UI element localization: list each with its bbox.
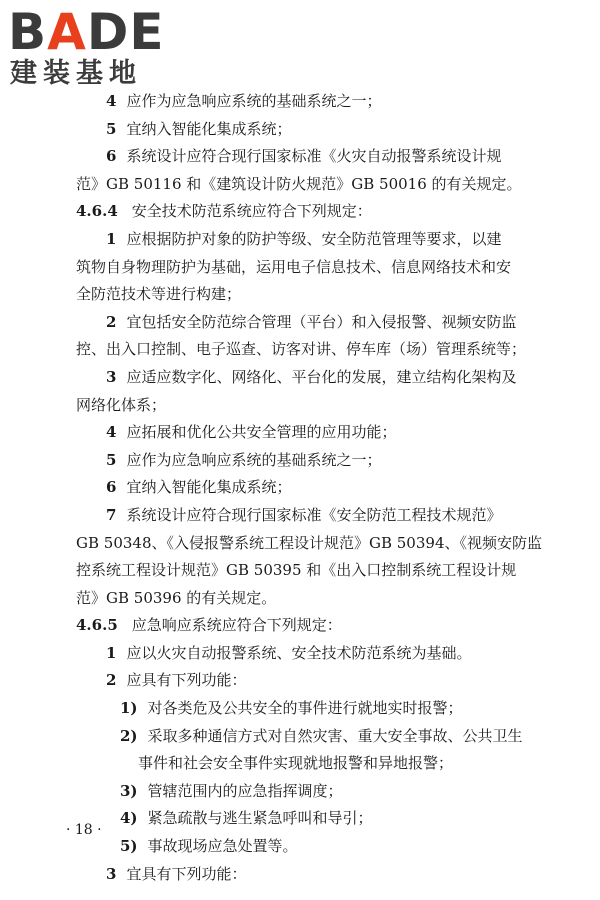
page-number: · 18 · (66, 822, 102, 838)
sub-item-2: 2) 采取多种通信方式对自然灾害、重大安全事故、公共卫生 (120, 726, 523, 745)
clause-4-6-4-item-1-cont: 筑物自身物理防护为基础，运用电子信息技术、信息网络技术和安 (76, 257, 512, 276)
clause-4-6-4-item-6: 6 宜纳入智能化集成系统； (106, 478, 292, 497)
clause-4-6-3-item-6: 6 系统设计应符合现行国家标准《火灾自动报警系统设计规 (106, 147, 502, 166)
clause-4-6-4-item-3: 3 应适应数字化、网络化、平台化的发展，建立结构化架构及 (106, 367, 517, 386)
sub-item-5: 5) 事故现场应急处置等。 (120, 837, 298, 856)
section-4-6-4-heading: 4.6.4 安全技术防范系统应符合下列规定： (76, 202, 372, 221)
section-4-6-5-heading: 4.6.5 应急响应系统应符合下列规定： (76, 616, 342, 635)
brand-logo (8, 4, 178, 92)
logo-subtitle: 建装基地 (10, 58, 142, 89)
clause-4-6-4-item-7: 7 系统设计应符合现行国家标准《安全防范工程技术规范》 (106, 505, 502, 524)
logo-accent-letter: A (47, 3, 87, 61)
sub-item-4: 4) 紧急疏散与逃生紧急呼叫和导引； (120, 809, 373, 828)
sub-item-1: 1) 对各类危及公共安全的事件进行就地实时报警； (120, 699, 463, 718)
clause-4-6-4-item-7-cont: 范》GB 50396 的有关规定。 (76, 588, 277, 607)
clause-4-6-4-item-2-cont: 控、出入口控制、电子巡查、访客对讲、停车库（场）管理系统等； (76, 340, 527, 359)
document-body (76, 88, 546, 888)
clause-4-6-4-item-7-cont: GB 50348、《入侵报警系统工程设计规范》GB 50394、《视频安防监 (76, 533, 542, 552)
clause-4-6-4-item-5: 5 应作为应急响应系统的基础系统之一； (106, 450, 382, 469)
clause-4-6-4-item-7-cont: 控系统工程设计规范》GB 50395 和《出入口控制系统工程设计规 (76, 561, 517, 580)
clause-4-6-3-item-4: 4 应作为应急响应系统的基础系统之一； (106, 92, 382, 110)
clause-4-6-5-item-1: 1 应以火灾自动报警系统、安全技术防范系统为基础。 (106, 643, 472, 662)
sub-item-3: 3) 管辖范围内的应急指挥调度； (120, 781, 343, 800)
clause-4-6-5-item-3: 3 宜具有下列功能： (106, 864, 247, 883)
clause-4-6-4-item-1-cont: 全防范技术等进行构建； (76, 285, 242, 304)
clause-4-6-4-item-2: 2 宜包括安全防范综合管理（平台）和入侵报警、视频安防监 (106, 312, 517, 331)
clause-4-6-4-item-1: 1 应根据防护对象的防护等级、安全防范管理等要求，以建 (106, 229, 502, 248)
logo-wordmark: BADE (8, 3, 165, 61)
sub-item-2-cont: 事件和社会安全事件实现就地报警和异地报警； (138, 754, 454, 773)
clause-4-6-4-item-4: 4 应拓展和优化公共安全管理的应用功能； (106, 423, 397, 442)
clause-4-6-5-item-2: 2 应具有下列功能： (106, 671, 247, 690)
clause-4-6-3-item-6-cont: 范》GB 50116 和《建筑设计防火规范》GB 50016 的有关规定。 (76, 174, 522, 193)
clause-4-6-3-item-5: 5 宜纳入智能化集成系统； (106, 119, 292, 138)
clause-4-6-4-item-3-cont: 网络化体系； (76, 395, 167, 414)
